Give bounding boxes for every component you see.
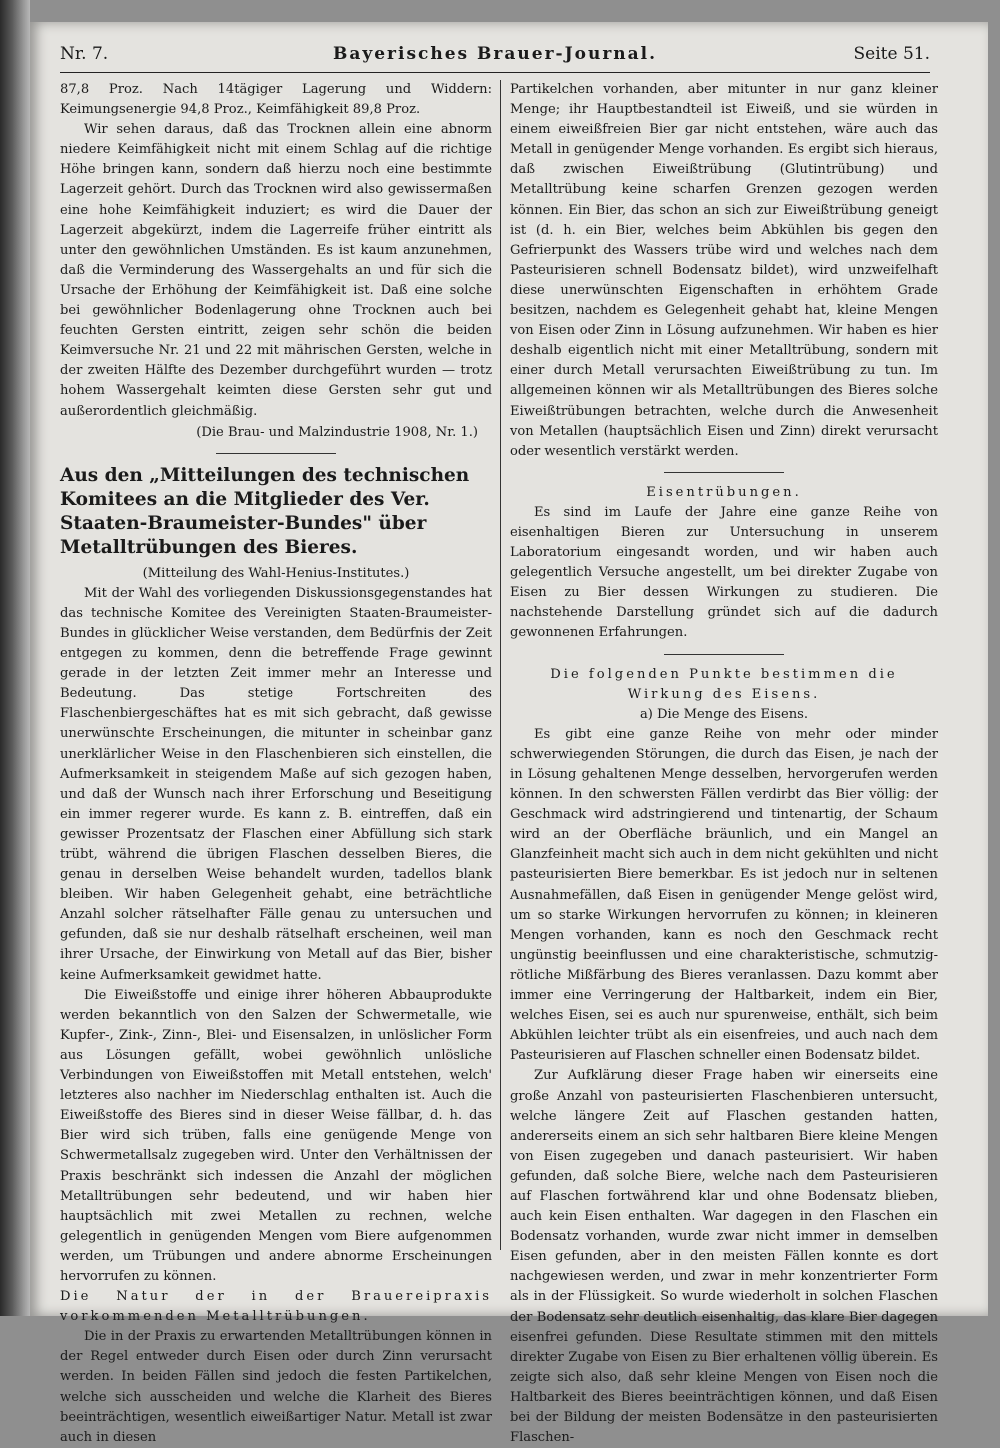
column-divider — [500, 80, 501, 1250]
book-spine — [0, 0, 30, 1316]
page-number: Seite 51. — [853, 44, 930, 64]
journal-title: Bayerisches Brauer-Journal. — [332, 44, 658, 64]
article-headline: Aus den „Mitteilungen des technischen Komitees an die Mitglieder des Ver. Staaten-Braumeister-Bundes" über Metalltrübungen des Bieres. — [60, 464, 470, 558]
article-subline: (Mitteilung des Wahl-Henius-Institutes.) — [142, 565, 410, 581]
paragraph: Es gibt eine ganze Reihe von mehr oder minder schwerwiegenden Störungen, die durch das Eisen, je nach der in Lösung gehaltenen Menge desselben, hervorgerufen werden können. In den schwersten Fällen verdirbt das Bier völlig: der Geschmack wird adstringierend und tintenartig, der Schaum wird an der Oberfläche bräunlich, und ein Mangel an Glanzfeinheit macht sich auch in dem nicht gekühlten und nicht pasteurisierten Biere bemerkbar. Es ist jedoch nur in seltenen Ausnahmefällen, daß Eisen in genügender Menge gelöst wird, um so starke Wirkungen hervorrufen zu können; in kleineren Mengen vorhanden, kann es noch den Geschmack recht ungünstig beeinflussen und eine charakteristische, schmutzig-rötliche Mißfärbung des Bieres veranlassen. Dazu kommt aber immer eine Verringerung der Haltbarkeit, indem ein Bier, welches Eisen, sei es auch nur spurenweise, enthält, sich beim Abkühlen leichter trübt als ein eisenfreies, und auch nach dem Pasteurisieren auf Flaschen schneller einen Bodensatz bildet. — [510, 726, 938, 1064]
page-header — [60, 44, 930, 73]
separator-rule — [664, 472, 784, 473]
section-heading: Die folgenden Punkte bestimmen die Wirkung des Eisens. — [550, 666, 898, 702]
paragraph: Mit der Wahl des vorliegenden Diskussionsgegenstandes hat das technische Komitee des Vereinigten Staaten-Braumeister-Bundes in glücklicher Weise verstanden, dem Bedürfnis der Zeit entgegen zu kommen, denn die betreffende Frage gewinnt gerade in der letzten Zeit immer mehr an Interesse und Bedeutung. Das stetige Fortschreiten des Flaschenbiergeschäftes hat es mit sich gebracht, daß gewisse unerwünschte Erscheinungen, die mitunter in scheinbar ganz unerklärlicher Weise in den Flaschenbieren sich einstellen, die Aufmerksamkeit in steigendem Maße auf sich gezogen haben, und daß der Wunsch nach ihrer Erforschung und Beseitigung ein immer regerer wurde. Es kann z. B. eintreffen, daß ein gewisser Prozentsatz der Flaschen einer Abfüllung sich stark trübt, während die übrigen Flaschen desselben Bieres, die genau in derselben Weise behandelt wurden, tadellos blank bleiben. Wir haben Gelegenheit gehabt, eine beträchtliche Anzahl solcher rätselhafter Fälle genau zu untersuchen und gefunden, daß sie nur deshalb rätselhaft erscheinen, weil man ihrer Ursache, der Einwirkung von Metall auf das Bier, bisher keine Aufmerksamkeit gewidmet hatte. — [60, 585, 492, 983]
subsection-heading: a) Die Menge des Eisens. — [639, 706, 809, 722]
source-citation: (Die Brau- und Malzindustrie 1908, Nr. 1.) — [196, 424, 478, 440]
paragraph: Partikelchen vorhanden, aber mitunter in nur ganz kleiner Menge; ihr Hauptbestandteil ist Eiweiß, und sie würden in einem eiweißfreien Bier gar nicht entstehen, wäre auch das Metall in genügender Menge vorhanden. Es ergibt sich hieraus, daß zwischen Eiweißtrübung (Glutintrübung) und Metalltrübung keine scharfen Grenzen gezogen werden können. Ein Bier, das schon an sich zur Eiweißtrübung geneigt ist (d. h. ein Bier, welches beim Abkühlen bis gegen den Gefrierpunkt des Wassers trübe wird und welches nach dem Pasteurisieren schnell Bodensatz bildet), wird unzweifelhaft diese unerwünschten Eigenschaften in erhöhtem Grade besitzen, nachdem es Gelegenheit gehabt hat, kleine Mengen von Eisen oder Zinn in Lösung aufzunehmen. Wir haben es hier deshalb eigentlich nicht mit einer Metalltrübung, sondern mit einer durch Metall verursachten Eiweißtrübung zu tun. Im allgemeinen können wir als Metalltrübungen des Bieres solche Eiweißtrübungen betrachten, welche durch die Anwesenheit von Metallen (hauptsächlich Eisen und Zinn) direkt verursacht oder wesentlich verstärkt werden. — [510, 82, 938, 459]
issue-number: Nr. 7. — [60, 44, 109, 64]
continued-paragraph: 87,8 Proz. Nach 14tägiger Lagerung und Widdern: Keimungsenergie 94,8 Proz., Keimfähigkeit 89,8 Proz. — [60, 82, 492, 118]
left-column — [60, 80, 492, 1448]
section-heading: Die Natur der in der Brauereipraxis vorkommenden Metalltrübungen. — [60, 1289, 492, 1325]
paragraph: Die in der Praxis zu erwartenden Metalltrübungen können in der Regel entweder durch Eisen oder durch Zinn verursacht werden. In beiden Fällen sind jedoch die festen Partikelchen, welche sich ausscheiden und welche die Klarheit des Bieres beeinträchtigen, wesentlich eiweißartiger Natur. Metall ist zwar auch in diesen — [60, 1329, 492, 1445]
paragraph: Es sind im Laufe der Jahre eine ganze Reihe von eisenhaltigen Bieren zur Untersuchung in unserem Laboratorium eingesandt worden, und wir haben auch gelegentlich Versuche angestellt, um bei direkter Zugabe von Eisen zu Bier dessen Wirkungen zu studieren. Die nachstehende Darstellung gründet sich auf die dadurch gewonnenen Erfahrungen. — [510, 504, 938, 641]
separator-rule — [216, 453, 336, 454]
right-column — [510, 80, 938, 1448]
paragraph: Wir sehen daraus, daß das Trocknen allein eine abnorm niedere Keimfähigkeit nicht mit einem Schlag auf die richtige Höhe bringen kann, sondern daß hierzu noch eine bestimmte Lagerzeit gehört. Durch das Trocknen wird also gewissermaßen eine hohe Keimfähigkeit induziert; es wird die Dauer der Lagerzeit abgekürzt, indem die Lagerreife früher eintritt als unter den gewöhnlichen Umständen. Es ist kaum anzunehmen, daß die Verminderung des Wassergehalts an und für sich die Ursache der Erhöhung der Keimfähigkeit ist. Daß eine solche bei gewöhnlicher Bodenlagerung ohne Trocknen auch bei feuchten Gersten eintritt, zeigen sehr schön die beiden Keimversuche Nr. 21 und 22 mit mährischen Gersten, welche in der zweiten Hälfte des Dezember durchgeführt wurden — trotz hohem Wassergehalt keimten diese Gersten sehr gut und außerordentlich gleichmäßig. — [60, 122, 492, 419]
paragraph: Zur Aufklärung dieser Frage haben wir einerseits eine große Anzahl von pasteurisierten Flaschenbieren untersucht, welche längere Zeit auf Flaschen gestanden hatten, andererseits einem an sich sehr haltbaren Biere kleine Mengen von Eisen zugegeben und danach pasteurisiert. Wir haben gefunden, daß solche Biere, welche nach dem Pasteurisieren auf Flaschen fortwährend klar und ohne Bodensatz blieben, auch kein Eisen enthalten. War dagegen in den Flaschen ein Bodensatz vorhanden, wurde zwar nicht immer in demselben Eisen gefunden, aber in den meisten Fällen konnte es dort nachgewiesen werden, und zwar in mehr konzentrierter Form als in der Flüssigkeit. So wurde wiederholt in solchen Flaschen der Bodensatz sehr deutlich eisenhaltig, das klare Bier dagegen eisenfrei gefunden. Diese Resultate stimmen mit den mittels direkter Zugabe von Eisen zu Bier erhaltenen völlig überein. Es zeigte sich also, daß sehr kleine Mengen von Eisen noch die Haltbarkeit des Bieres beeinträchtigen können, und daß Eisen bei der Bildung der meisten Bodensätze in den pasteurisierten Flaschen- — [510, 1068, 938, 1446]
section-heading: Eisentrübungen. — [646, 484, 802, 500]
paragraph: Die Eiweißstoffe und einige ihrer höheren Abbauprodukte werden bekanntlich von den Salzen der Schwermetalle, wie Kupfer-, Zink-, Zinn-, Blei- und Eisensalzen, in unlöslicher Form aus Lösungen gefällt, wobei gewöhnlich unlösliche Verbindungen von Eiweißstoffen mit Metall entstehen, welch' letzteres also nachher im Niederschlag enthalten ist. Auch die Eiweißstoffe des Bieres sind in dieser Weise fällbar, d. h. das Bier wird sich trüben, falls eine genügende Menge von Schwermetallsalz zugegeben wird. Unter den Verhältnissen der Praxis beschränkt sich indessen die Anzahl der möglichen Metalltrübungen sehr bedeutend, und wir haben hier hauptsächlich mit zwei Metallen zu rechnen, welche gelegentlich in genügenden Mengen vom Biere aufgenommen werden, um Trübungen und andere abnorme Erscheinungen hervorrufen zu können. — [60, 987, 492, 1284]
separator-rule — [664, 654, 784, 655]
